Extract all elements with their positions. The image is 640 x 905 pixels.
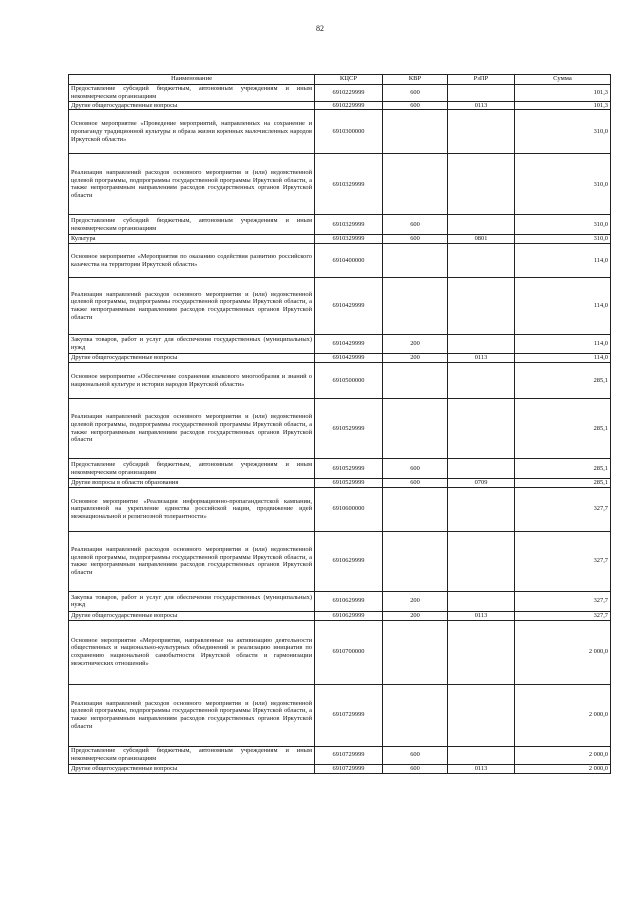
row-kcsr: 6910700000	[315, 620, 383, 684]
row-kvr: 200	[383, 335, 448, 354]
row-kcsr: 6910629999	[315, 531, 383, 591]
row-kvr: 600	[383, 85, 448, 102]
table-row	[69, 591, 611, 611]
row-rzpr	[448, 110, 515, 154]
header-kvr: КВР	[383, 75, 448, 85]
table-row	[69, 399, 611, 459]
row-kcsr: 6910529999	[315, 479, 383, 488]
row-kcsr: 6910729999	[315, 764, 383, 773]
row-sum: 2 000,0	[515, 620, 611, 684]
row-kcsr: 6910729999	[315, 746, 383, 764]
table-row	[69, 101, 611, 110]
row-kvr: 200	[383, 611, 448, 620]
row-kcsr: 6910229999	[315, 85, 383, 102]
row-rzpr	[448, 363, 515, 399]
row-kcsr: 6910529999	[315, 399, 383, 459]
row-name: Основное мероприятие «Проведение мероприятий, направленных на сохранение и пропаганду традиционной культуры и образа жизни коренных малочисленных народов Иркутской области»	[69, 110, 315, 154]
row-rzpr	[448, 399, 515, 459]
row-kcsr: 6910729999	[315, 684, 383, 746]
row-kcsr: 6910629999	[315, 611, 383, 620]
row-kcsr: 6910429999	[315, 278, 383, 335]
row-kcsr: 6910300000	[315, 110, 383, 154]
row-rzpr	[448, 335, 515, 354]
table-row	[69, 764, 611, 773]
table-row	[69, 215, 611, 235]
row-kvr	[383, 620, 448, 684]
row-name: Другие общегосударственные вопросы	[69, 101, 315, 110]
row-name: Предоставление субсидий бюджетным, автономным учреждениям и иным некоммерческим организациям	[69, 746, 315, 764]
budget-table	[68, 74, 611, 774]
row-kcsr: 6910500000	[315, 363, 383, 399]
row-name: Другие общегосударственные вопросы	[69, 611, 315, 620]
row-rzpr	[448, 278, 515, 335]
row-name: Реализация направлений расходов основного мероприятия и (или) ведомственной целевой программы, подпрограммы государственной программы Иркутской области, а также непрограммным направлениям расходов государственных органов Иркутской области	[69, 684, 315, 746]
row-rzpr	[448, 487, 515, 531]
row-kvr: 600	[383, 101, 448, 110]
row-kcsr: 6910329999	[315, 215, 383, 235]
row-sum: 327,7	[515, 531, 611, 591]
row-kvr	[383, 684, 448, 746]
row-name: Другие общегосударственные вопросы	[69, 764, 315, 773]
table-body	[69, 85, 611, 774]
row-kcsr: 6910229999	[315, 101, 383, 110]
table-row	[69, 235, 611, 244]
row-sum: 2 000,0	[515, 764, 611, 773]
table-header-row	[69, 75, 611, 85]
row-rzpr	[448, 591, 515, 611]
row-sum: 327,7	[515, 611, 611, 620]
row-rzpr	[448, 459, 515, 479]
header-kcsr: КЦСР	[315, 75, 383, 85]
row-kvr	[383, 487, 448, 531]
row-rzpr: 0113	[448, 354, 515, 363]
table-row	[69, 363, 611, 399]
row-rzpr: 0113	[448, 764, 515, 773]
row-rzpr	[448, 244, 515, 278]
row-kvr: 600	[383, 459, 448, 479]
row-kcsr: 6910329999	[315, 235, 383, 244]
row-name: Реализация направлений расходов основного мероприятия и (или) ведомственной целевой программы, подпрограммы государственной программы Иркутской области, а также непрограммным направлениям расходов государственных органов Иркутской области	[69, 154, 315, 215]
row-name: Реализация направлений расходов основного мероприятия и (или) ведомственной целевой программы, подпрограммы государственной программы Иркутской области, а также непрограммным направлениям расходов государственных органов Иркутской области	[69, 531, 315, 591]
row-name: Предоставление субсидий бюджетным, автономным учреждениям и иным некоммерческим организациям	[69, 215, 315, 235]
row-sum: 327,7	[515, 487, 611, 531]
table-row	[69, 244, 611, 278]
row-rzpr	[448, 215, 515, 235]
row-rzpr	[448, 684, 515, 746]
table-row	[69, 335, 611, 354]
row-name: Основное мероприятие «Мероприятия по оказанию содействия развитию российского казачества на территории Иркутской области»	[69, 244, 315, 278]
row-rzpr	[448, 746, 515, 764]
row-sum: 285,1	[515, 399, 611, 459]
row-name: Реализация направлений расходов основного мероприятия и (или) ведомственной целевой программы, подпрограммы государственной программы Иркутской области, а также непрограммным направлениям расходов государственных органов Иркутской области	[69, 399, 315, 459]
row-kcsr: 6910629999	[315, 591, 383, 611]
row-sum: 114,0	[515, 278, 611, 335]
row-sum: 2 000,0	[515, 684, 611, 746]
table-row	[69, 620, 611, 684]
row-kvr	[383, 154, 448, 215]
row-sum: 285,1	[515, 363, 611, 399]
row-name: Основное мероприятие «Обеспечение сохранения языкового многообразия и знаний о национальной культуре и истории народов Иркутской области»	[69, 363, 315, 399]
row-kcsr: 6910429999	[315, 335, 383, 354]
row-sum: 310,0	[515, 215, 611, 235]
row-sum: 101,3	[515, 101, 611, 110]
row-sum: 310,0	[515, 154, 611, 215]
table-row	[69, 746, 611, 764]
table-row	[69, 154, 611, 215]
row-kvr: 600	[383, 215, 448, 235]
row-kcsr: 6910400000	[315, 244, 383, 278]
row-sum: 114,0	[515, 244, 611, 278]
row-kcsr: 6910529999	[315, 459, 383, 479]
row-kcsr: 6910429999	[315, 354, 383, 363]
row-kvr: 600	[383, 479, 448, 488]
header-name: Наименование	[69, 75, 315, 85]
row-kvr	[383, 399, 448, 459]
row-name: Предоставление субсидий бюджетным, автономным учреждениям и иным некоммерческим организациям	[69, 459, 315, 479]
table-row	[69, 85, 611, 102]
row-kvr	[383, 363, 448, 399]
table-row	[69, 459, 611, 479]
row-sum: 310,0	[515, 110, 611, 154]
row-name: Закупка товаров, работ и услуг для обеспечения государственных (муниципальных) нужд	[69, 591, 315, 611]
row-rzpr	[448, 154, 515, 215]
row-name: Основное мероприятие «Реализация информационно-пропагандистской кампании, направленной на укрепление единства российской нации, продвижение идей межнациональной и религиозной толерантности»	[69, 487, 315, 531]
row-sum: 310,0	[515, 235, 611, 244]
table-row	[69, 479, 611, 488]
row-rzpr	[448, 620, 515, 684]
table-row	[69, 684, 611, 746]
page-number: 82	[316, 24, 324, 33]
table-row	[69, 531, 611, 591]
row-kcsr: 6910329999	[315, 154, 383, 215]
row-rzpr	[448, 531, 515, 591]
row-kvr	[383, 531, 448, 591]
row-kvr: 600	[383, 235, 448, 244]
header-rzpr: РзПР	[448, 75, 515, 85]
row-sum: 101,3	[515, 85, 611, 102]
row-sum: 285,1	[515, 459, 611, 479]
row-rzpr: 0113	[448, 611, 515, 620]
row-sum: 327,7	[515, 591, 611, 611]
row-rzpr: 0801	[448, 235, 515, 244]
row-rzpr: 0113	[448, 101, 515, 110]
row-sum: 285,1	[515, 479, 611, 488]
row-kvr: 600	[383, 746, 448, 764]
row-kcsr: 6910600000	[315, 487, 383, 531]
row-rzpr: 0709	[448, 479, 515, 488]
table-row	[69, 278, 611, 335]
table-row	[69, 487, 611, 531]
row-sum: 114,0	[515, 354, 611, 363]
row-kvr: 600	[383, 764, 448, 773]
table-row	[69, 110, 611, 154]
row-kvr	[383, 244, 448, 278]
row-sum: 2 000,0	[515, 746, 611, 764]
row-name: Другие вопросы в области образования	[69, 479, 315, 488]
row-kvr	[383, 278, 448, 335]
table-row	[69, 354, 611, 363]
row-name: Закупка товаров, работ и услуг для обеспечения государственных (муниципальных) нужд	[69, 335, 315, 354]
row-name: Реализация направлений расходов основного мероприятия и (или) ведомственной целевой программы, подпрограммы государственной программы Иркутской области, а также непрограммным направлениям расходов государственных органов Иркутской области	[69, 278, 315, 335]
table-row	[69, 611, 611, 620]
row-sum: 114,0	[515, 335, 611, 354]
row-kvr: 200	[383, 354, 448, 363]
row-kvr	[383, 110, 448, 154]
header-sum: Сумма	[515, 75, 611, 85]
row-rzpr	[448, 85, 515, 102]
row-name: Культура	[69, 235, 315, 244]
row-name: Другие общегосударственные вопросы	[69, 354, 315, 363]
row-name: Основное мероприятие «Мероприятия, направленные на активизацию деятельности общественных и национально-культурных объединений и реализацию инициатив по сохранению национальной самобытности Иркутской области и гармонизации межэтнических отношений»	[69, 620, 315, 684]
row-name: Предоставление субсидий бюджетным, автономным учреждениям и иным некоммерческим организациям	[69, 85, 315, 102]
row-kvr: 200	[383, 591, 448, 611]
